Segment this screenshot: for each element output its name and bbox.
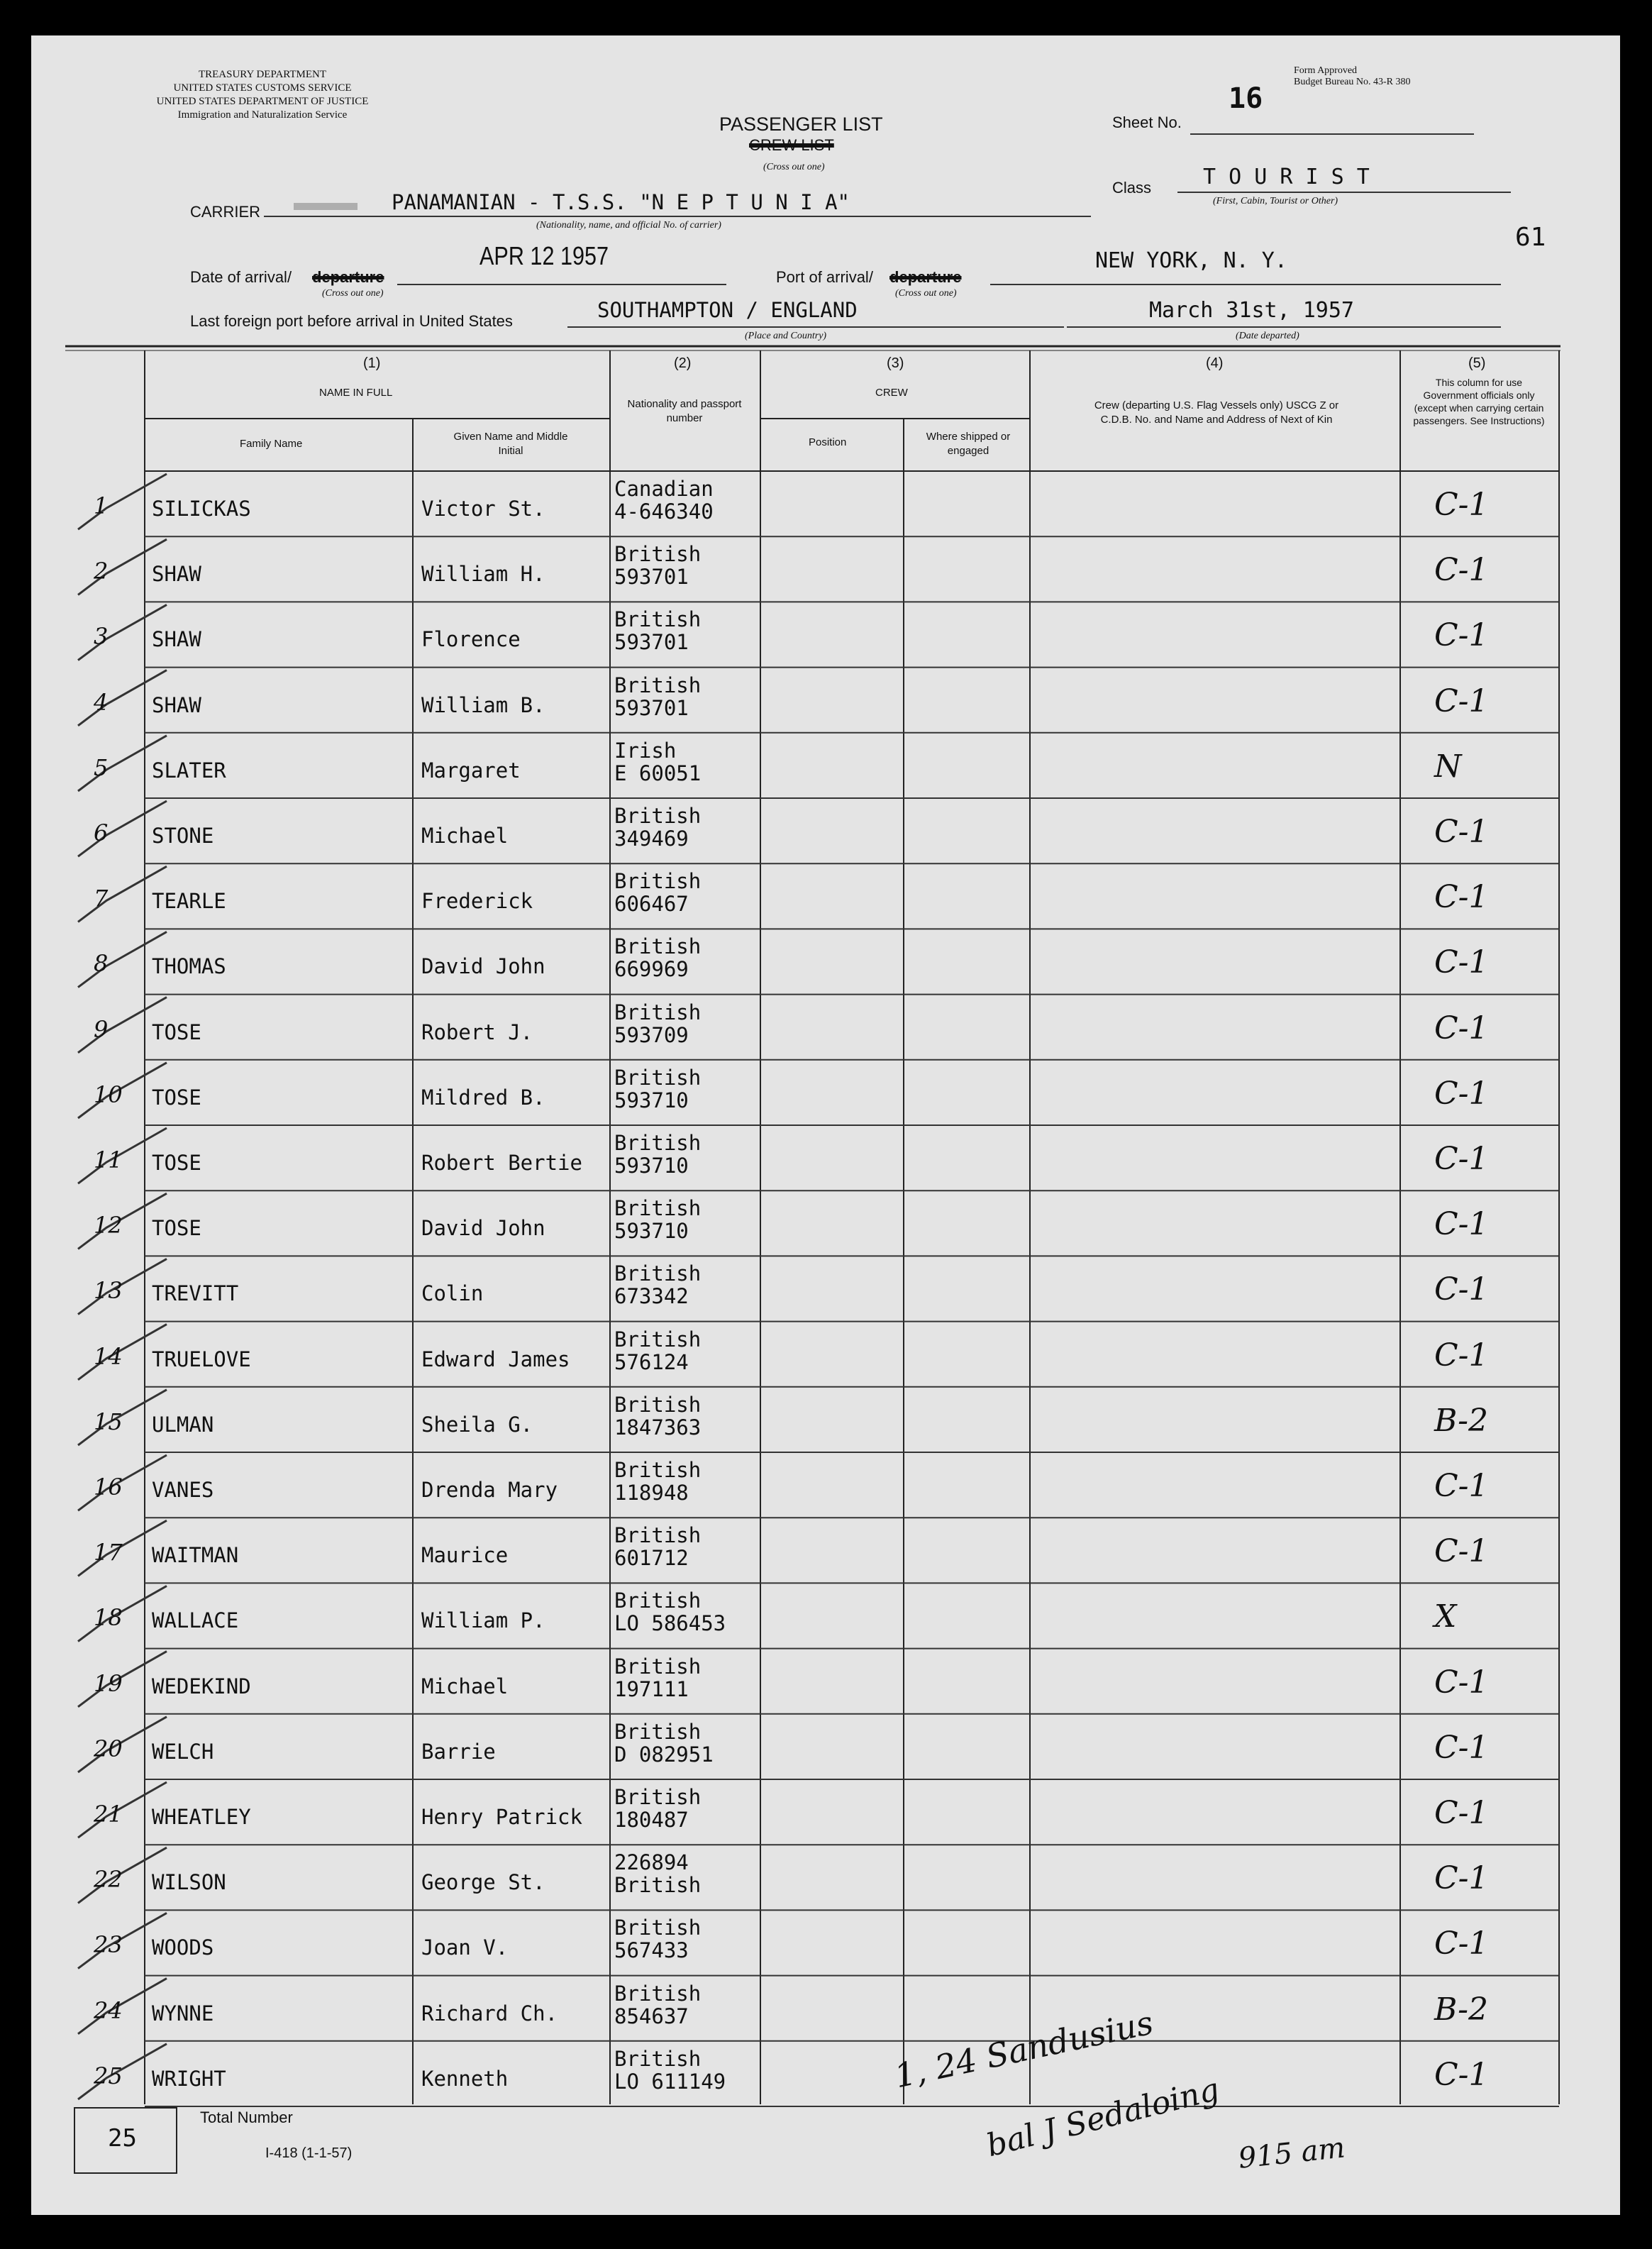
given-name: Henry Patrick [421,1805,582,1829]
customs-line: UNITED STATES CUSTOMS SERVICE [173,82,352,94]
family-name: VANES [152,1478,214,1502]
table-row [0,1649,1652,1714]
col-family-name: Family Name [240,438,303,450]
row-number: 22 [94,1866,123,1894]
given-name: Margaret [421,758,521,783]
class-label: Class [1112,179,1152,197]
nationality: British [614,1261,702,1286]
nationality: British [614,1327,702,1352]
official-mark: X [1434,1598,1457,1635]
nationality: British [614,934,702,959]
cross-out-hint-3: (Cross out one) [895,288,957,299]
row-number: 2 [94,558,109,585]
given-name: Drenda Mary [421,1478,558,1502]
row-number: 13 [94,1277,123,1305]
col5-note: This column for use Government officials only (except when carrying certain passengers. See Instructions) [1413,377,1545,426]
table-row [0,1714,1652,1779]
port-label: Port of arrival/ [776,268,873,286]
official-mark: C-1 [1434,487,1489,523]
family-name: WELCH [152,1739,214,1764]
family-name: SHAW [152,562,201,587]
table-row [0,1452,1652,1518]
passport-number: 593701 [614,565,689,590]
official-mark: C-1 [1434,1075,1489,1112]
nationality: British [614,1785,702,1809]
given-name: Michael [421,824,509,848]
official-mark: C-1 [1434,1337,1489,1374]
nationality: 226894 [614,1850,689,1875]
family-name: TOSE [152,1216,201,1241]
row-number: 21 [94,1801,123,1828]
given-name: Edward James [421,1347,570,1371]
table-row [0,1518,1652,1583]
passport-number: LO 586453 [614,1611,726,1636]
official-mark: C-1 [1434,1664,1489,1701]
justice-line: UNITED STATES DEPARTMENT OF JUSTICE [156,96,369,107]
row-number: 6 [94,819,109,846]
official-mark: C-1 [1434,1271,1489,1308]
nationality: British [614,1588,702,1613]
given-name: George St. [421,1870,545,1895]
cross-out-hint-2: (Cross out one) [322,288,384,299]
port-crossed: departure [889,268,962,286]
official-mark: C-1 [1434,683,1489,719]
nationality: British [614,542,702,567]
carrier-hint: (Nationality, name, and official No. of carrier) [536,220,721,231]
official-mark: B-2 [1434,1402,1489,1439]
nationality: British [614,1916,702,1940]
passport-number: D 082951 [614,1742,714,1767]
passport-number: 567433 [614,1938,689,1963]
nationality: British [614,1654,702,1679]
row-number: 19 [94,1669,123,1697]
page-title: PASSENGER LIST [719,114,883,135]
date-departed-hint: (Date departed) [1236,331,1299,341]
row-number: 9 [94,1015,109,1043]
carrier-value: PANAMANIAN - T.S.S. "N E P T U N I A" [392,190,850,214]
table-row [0,995,1652,1060]
family-name: WALLACE [152,1608,239,1633]
given-name: Robert J. [421,1019,533,1044]
form-approved: Form Approved [1294,65,1358,76]
date-arrival-stamp: APR 12 1957 [479,241,609,270]
row-number: 23 [94,1931,123,1959]
given-name: Robert Bertie [421,1151,582,1175]
table-row [0,1060,1652,1125]
official-mark: N [1434,748,1462,785]
official-mark: C-1 [1434,617,1489,654]
official-mark: C-1 [1434,1141,1489,1177]
col-given-name: Given Name and Middle Initial [453,431,568,457]
official-mark: C-1 [1434,1533,1489,1570]
nationality: British [614,1719,702,1744]
nationality: British [614,607,702,632]
family-name: THOMAS [152,954,226,979]
given-name: David John [421,954,545,979]
official-mark: C-1 [1434,944,1489,981]
official-mark: C-1 [1434,814,1489,850]
passport-number: 349469 [614,827,689,851]
col2-number: (2) [674,355,692,371]
official-mark: C-1 [1434,1729,1489,1766]
passport-number: 593709 [614,1022,689,1047]
family-name: SHAW [152,627,201,652]
row-number: 10 [94,1081,123,1108]
col-name-in-full: NAME IN FULL [319,387,393,399]
family-name: WRIGHT [152,2066,226,2091]
col5-number: (5) [1468,355,1486,371]
official-mark: C-1 [1434,1860,1489,1897]
passport-number: 593701 [614,695,689,720]
carrier-label: CARRIER [190,203,261,221]
passport-number: 118948 [614,1481,689,1505]
table-row [0,1256,1652,1321]
row-number: 8 [94,950,109,978]
row-number: 18 [94,1604,123,1632]
table-row [0,2041,1652,2106]
row-number: 7 [94,885,109,912]
handwritten-note-1: 1, 24 Sandusius [891,2003,1157,2096]
nationality: British [614,804,702,828]
nationality: British [614,1131,702,1155]
nationality: British [614,1392,702,1417]
col3-number: (3) [887,355,904,371]
nationality: British [614,673,702,697]
family-name: WHEATLEY [152,1805,251,1829]
nationality: British [614,869,702,894]
row-number: 12 [94,1212,123,1239]
row-number: 20 [94,1735,123,1762]
given-name: William P. [421,1608,545,1633]
class-value: T O U R I S T [1203,165,1370,189]
given-name: Maurice [421,1543,509,1568]
passport-number: British [614,1873,702,1898]
given-name: Kenneth [421,2066,509,2091]
treasury-line: TREASURY DEPARTMENT [198,69,327,80]
last-port-value: SOUTHAMPTON / ENGLAND [597,298,858,322]
official-mark: C-1 [1434,879,1489,916]
family-name: WYNNE [152,2001,214,2026]
given-name: Joan V. [421,1935,509,1960]
table-row [0,668,1652,733]
col-nationality: Nationality and passport number [627,398,742,424]
table-row [0,471,1652,536]
date-arrival-label: Date of arrival/ [190,268,292,286]
given-name: Colin [421,1281,484,1306]
date-departed: March 31st, 1957 [1149,298,1354,323]
official-mark: C-1 [1434,1925,1489,1962]
passport-number: 180487 [614,1808,689,1832]
handwritten-note-2: bal J Sedaloing [982,2071,1224,2165]
given-name: Michael [421,1674,509,1698]
family-name: TOSE [152,1019,201,1044]
row-number: 17 [94,1539,123,1566]
total-number-label: Total Number [200,2109,293,2126]
table-row [0,1976,1652,2041]
table-row [0,1583,1652,1648]
table-row [0,536,1652,602]
table-row [0,1845,1652,1910]
family-name: SILICKAS [152,497,251,521]
nationality: British [614,2046,702,2071]
place-hint: (Place and Country) [745,331,827,341]
passport-number: 1847363 [614,1415,702,1440]
nationality: British [614,1981,702,2006]
col-where-shipped: Where shipped or engaged [926,431,1011,457]
given-name: Frederick [421,889,533,914]
passport-number: 669969 [614,957,689,982]
table-row [0,1125,1652,1190]
ins-line: Immigration and Naturalization Service [177,109,348,121]
row-number: 11 [94,1146,123,1173]
family-name: WAITMAN [152,1543,239,1568]
table-row [0,1322,1652,1387]
form-number: I-418 (1-1-57) [265,2145,353,2161]
passport-number: LO 611149 [614,2069,726,2094]
col-position: Position [809,436,847,448]
col4-number: (4) [1206,355,1224,371]
table-row [0,929,1652,994]
passport-number: E 60051 [614,761,702,785]
nationality: British [614,1065,702,1090]
table-row [0,1387,1652,1452]
family-name: SLATER [152,758,226,783]
nationality: British [614,1523,702,1548]
table-row [0,1190,1652,1256]
official-mark: C-1 [1434,552,1489,589]
passport-number: 593710 [614,1088,689,1112]
table-row [0,602,1652,667]
official-mark: C-1 [1434,1010,1489,1046]
nationality: British [614,1000,702,1024]
port-value: NEW YORK, N. Y. [1095,248,1287,273]
given-name: David John [421,1216,545,1241]
nationality: British [614,1458,702,1482]
passport-number: 576124 [614,1349,689,1374]
handwritten-note-3: 915 am [1236,2131,1347,2175]
row-number: 16 [94,1474,123,1501]
col-crew-note: Crew (departing U.S. Flag Vessels only) USCG Z or C.D.B. No. and Name and Address of Next of Kin [1094,399,1339,426]
total-number: 25 [108,2124,137,2153]
family-name: SHAW [152,692,201,717]
row-number: 25 [94,2062,123,2089]
col1-number: (1) [363,355,381,371]
official-mark: B-2 [1434,1991,1489,2028]
passport-number: 593701 [614,630,689,655]
family-name: WILSON [152,1870,226,1895]
crossed-crew-list: CREW LIST [749,136,834,154]
given-name: Richard Ch. [421,2001,558,2026]
date-arrival-crossed: departure [312,268,384,286]
nationality: British [614,1196,702,1221]
passport-number: 4-646340 [614,499,714,524]
nationality: Irish [614,738,677,763]
given-name: Mildred B. [421,1085,545,1110]
given-name: Sheila G. [421,1412,533,1437]
table-row [0,733,1652,798]
col-crew: CREW [875,387,908,399]
row-number: 24 [94,1996,123,2024]
family-name: ULMAN [152,1412,214,1437]
passport-number: 601712 [614,1546,689,1571]
class-hint: (First, Cabin, Tourist or Other) [1213,196,1338,206]
family-name: STONE [152,824,214,848]
row-number: 14 [94,1342,123,1370]
row-number: 3 [94,623,109,651]
row-number: 15 [94,1408,123,1435]
table-row [0,1779,1652,1845]
budget-bureau: Budget Bureau No. 43-R 380 [1294,77,1411,87]
family-name: TREVITT [152,1281,239,1306]
family-name: WEDEKIND [152,1674,251,1698]
family-name: TRUELOVE [152,1347,251,1371]
row-number: 5 [94,753,109,781]
passport-number: 854637 [614,2004,689,2028]
given-name: William H. [421,562,545,587]
sheet-label: Sheet No. [1112,114,1182,131]
table-row [0,863,1652,929]
given-name: William B. [421,692,545,717]
official-mark: C-1 [1434,1795,1489,1831]
family-name: WOODS [152,1935,214,1960]
official-mark: C-1 [1434,1206,1489,1243]
passport-number: 593710 [614,1154,689,1178]
last-port-label: Last foreign port before arrival in United States [190,312,513,330]
given-name: Florence [421,627,521,652]
page-number: 61 [1515,223,1546,252]
passport-number: 593710 [614,1219,689,1244]
cross-out-hint-1: (Cross out one) [763,162,825,172]
nationality: Canadian [614,477,714,501]
table-row [0,798,1652,863]
given-name: Victor St. [421,497,545,521]
sheet-number: 16 [1229,82,1263,115]
family-name: TEARLE [152,889,226,914]
passport-number: 197111 [614,1676,689,1701]
table-row [0,1910,1652,1975]
given-name: Barrie [421,1739,496,1764]
passport-number: 606467 [614,892,689,917]
passport-number: 673342 [614,1284,689,1309]
official-mark: C-1 [1434,1468,1489,1504]
official-mark: C-1 [1434,2056,1489,2093]
row-number: 1 [94,492,109,519]
family-name: TOSE [152,1085,201,1110]
family-name: TOSE [152,1151,201,1175]
row-number: 4 [94,688,109,716]
